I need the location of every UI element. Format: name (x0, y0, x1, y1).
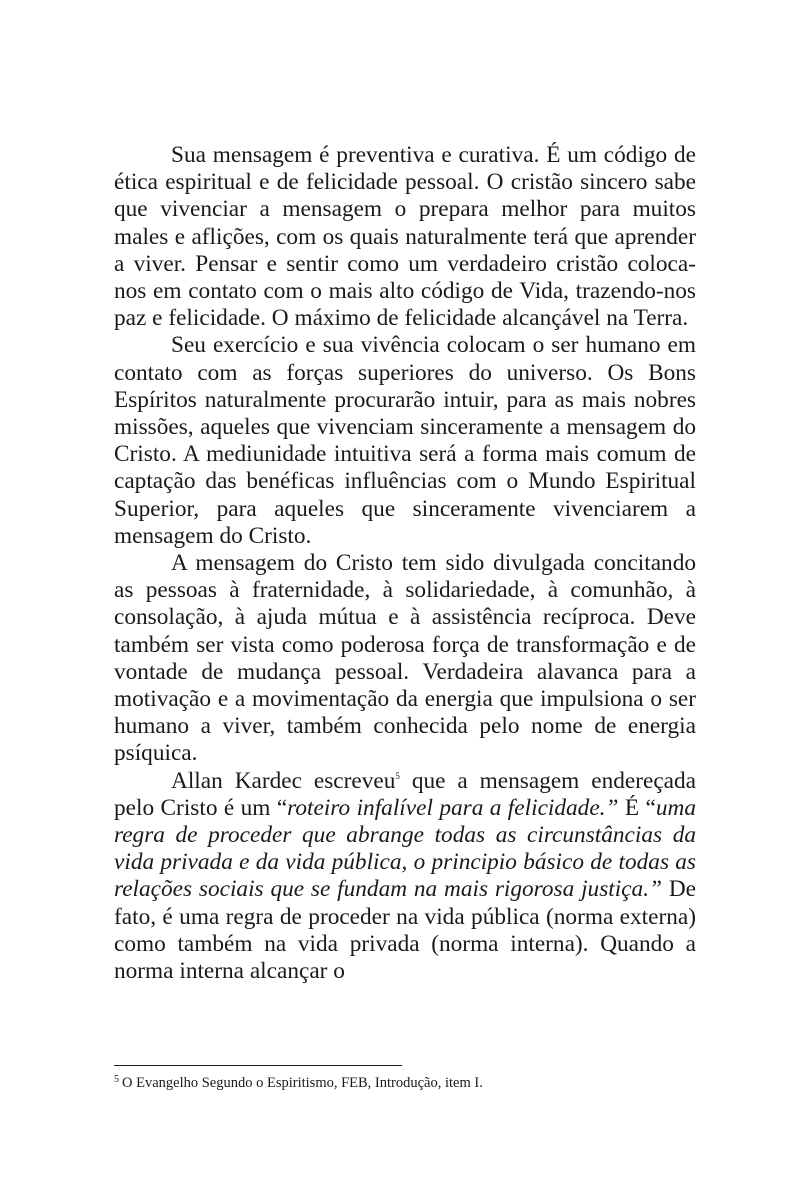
footnote-number: 5 (114, 1074, 119, 1085)
kardec-tail-text: De fato, é uma regra de proceder na vida pública (norma externa) como também na vida privada (norma interna). Quando a norma interna alcançar o (114, 876, 696, 985)
kardec-after-ref-text: que a mensagem endereçada pelo Cristo é um “ (114, 767, 696, 821)
page-body (114, 142, 696, 985)
kardec-lead-text: Allan Kardec escreveu (171, 767, 396, 794)
footnote-text: O Evangelho Segundo o Espiritismo, FEB, Introdução, item I. (122, 1075, 483, 1091)
paragraph-allan-kardec (114, 768, 696, 986)
paragraph-christ-message-spread: A mensagem do Cristo tem sido divulgada concitando as pessoas à fraternidade, à solidariedade, à comunhão, à consolação, à ajuda mútua e à assistência recíproca. Deve também ser vista como poderosa força de transformação e de vontade de mudança pessoal. Verdadeira alavanca para a motivação e a movimentação da energia que impulsiona o ser humano a viver, também conhecida pelo nome de energia psíquica. (114, 550, 696, 767)
footnote-divider (114, 1065, 402, 1066)
quote-infallible-roadmap: roteiro infalível para a felicidade.” (287, 794, 619, 821)
paragraph-exercise-and-experience: Seu exercício e sua vivência colocam o ser humano em contato com as forças superiores do universo. Os Bons Espíritos naturalmente procurarão intuir, para as mais nobres missões, aqueles que vivenciam sinceramente a mensagem do Cristo. A mediunidade intuitiva será a forma mais comum de captação das benéficas influências com o Mundo Espiritual Superior, para aqueles que sinceramente vivenciarem a mensagem do Cristo. (114, 332, 696, 549)
footnote-reference[interactable]: 5 (395, 770, 400, 781)
kardec-mid-text: É “ (618, 794, 656, 821)
paragraph-preventive-message: Sua mensagem é preventiva e curativa. É um código de ética espiritual e de felicidade pessoal. O cristão sincero sabe que vivenciar a mensagem o prepara melhor para muitos males e aflições, com os quais naturalmente terá que aprender a viver. Pensar e sentir como um verdadeiro cristão coloca-nos em contato com o mais alto código de Vida, trazendo-nos paz e felicidade. O máximo de felicidade alcançável na Terra. (114, 142, 696, 332)
footnote (114, 1073, 696, 1093)
quote-rule-of-conduct: uma regra de proceder que abrange todas as circunstâncias da vida privada e da vida pública, o principio básico de todas as relações sociais que se fundam na mais rigorosa justiça.” (114, 794, 696, 903)
